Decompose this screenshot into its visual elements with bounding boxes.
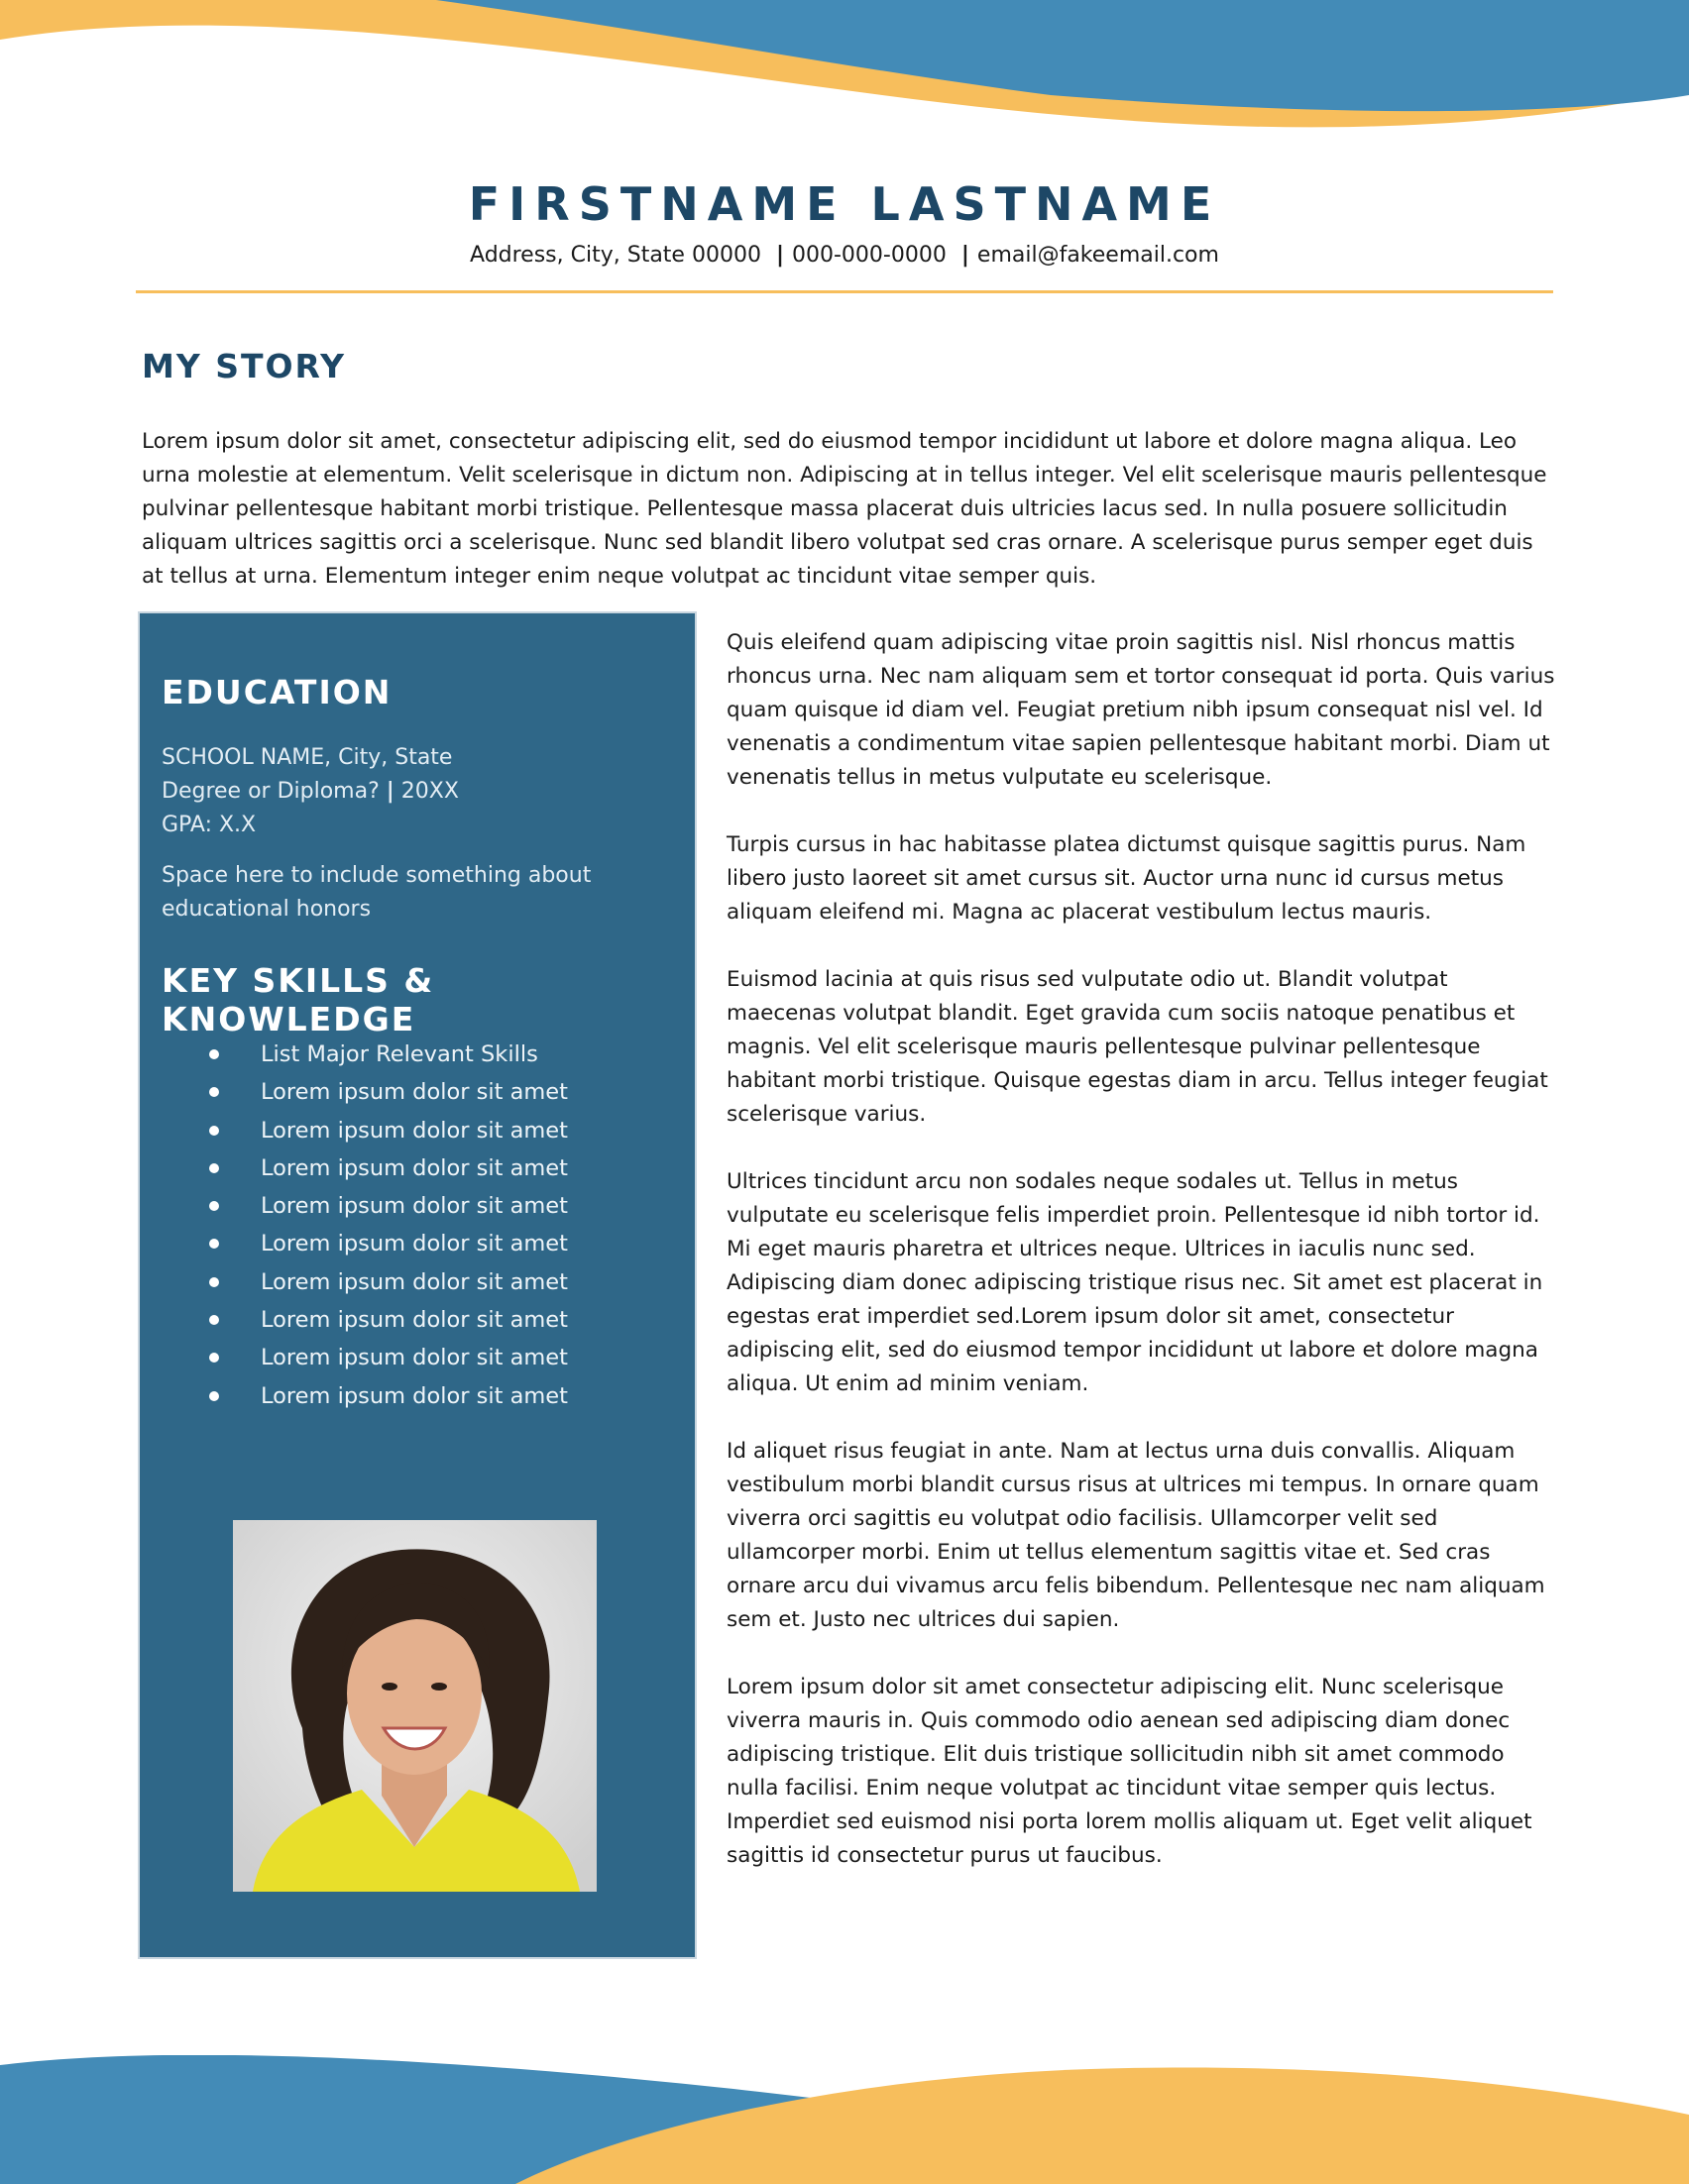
resume-header: [0, 176, 1689, 270]
profile-photo: [233, 1520, 597, 1892]
skill-item: Lorem ipsum dolor sit amet: [162, 1301, 568, 1339]
bullet-icon: [209, 1315, 219, 1325]
bullet-icon: [209, 1087, 219, 1097]
body-paragraph: Turpis cursus in hac habitasse platea dictumst quisque sagittis purus. Nam libero justo laoreet sit amet cursus sit. Auctor urna nunc id cursus metus aliquam eleifend mi. Magna ac placerat vestibulum lectus mauris.: [727, 832, 1526, 925]
bullet-icon: [209, 1163, 219, 1173]
phone-text: 000-000-0000: [792, 243, 947, 268]
education-heading: EDUCATION: [162, 673, 393, 711]
body-paragraph: Quis eleifend quam adipiscing vitae proin sagittis nisl. Nisl rhoncus mattis rhoncus urna. Nec nam aliquam sem et tortor consequat id porta. Quis varius quam quisque id diam vel. Feugiat pretium nibh ipsum consequat nisl vel. Id venenatis a condimentum vitae sapien pellentesque habitant morbi. Diam ut venenatis tellus in metus vulputate eu scelerisque.: [727, 630, 1555, 790]
candidate-name: FIRSTNAME LASTNAME: [468, 177, 1221, 231]
skill-item: Lorem ipsum dolor sit amet: [162, 1377, 568, 1415]
body-paragraph: Ultrices tincidunt arcu non sodales neque sodales ut. Tellus in metus vulputate eu scelerisque felis imperdiet proin. Pellentesque id nibh tortor id. Mi eget mauris pharetra et ultrices neque. Ultrices in iaculis nunc sed. Adipiscing diam donec adipiscing tristique risus nec. Sit amet est placerat in egestas erat imperdiet sed.Lorem ipsum dolor sit amet, consectetur adipiscing elit, sed do eiusmod tempor incididunt ut labore et dolore magna aliqua. Ut enim ad minim veniam.: [727, 1169, 1543, 1396]
gpa-text: GPA: X.X: [162, 813, 257, 837]
bullet-icon: [209, 1353, 219, 1363]
bullet-icon: [209, 1239, 219, 1249]
separator: |: [386, 779, 394, 804]
bullet-icon: [209, 1201, 219, 1211]
body-paragraph: Id aliquet risus feugiat in ante. Nam at lectus urna duis convallis. Aliquam vestibulum morbi blandit cursus risus at ultrices mi tempus. In ornare quam viverra orci sagittis eu volutpat odio facilisis. Ullamcorper velit sed ullamcorper morbi. Enim ut tellus elementum sagittis vitae et. Sed cras ornare arcu dui vivamus arcu felis bibendum. Pellentesque nec nam aliquam sem et. Justo nec ultrices dui sapien.: [727, 1439, 1545, 1632]
contact-line: [0, 242, 1689, 270]
bullet-icon: [209, 1049, 219, 1059]
degree-text: Degree or Diploma?: [162, 779, 380, 804]
skills-list: [162, 1036, 568, 1415]
skills-heading: KEY SKILLS & KNOWLEDGE: [162, 961, 435, 1038]
degree-year: 20XX: [400, 779, 459, 804]
bullet-icon: [209, 1277, 219, 1287]
bullet-icon: [209, 1126, 219, 1136]
school-name: SCHOOL NAME, City, State: [162, 745, 453, 770]
skill-item: List Major Relevant Skills: [162, 1036, 568, 1073]
body-paragraph: Lorem ipsum dolor sit amet consectetur adipiscing elit. Nunc scelerisque viverra mauris in. Quis commodo odio aenean sed adipiscing diam donec adipiscing tristique. Elit duis tristique sollicitudin nibh sit amet commodo nulla facilisi. Enim neque volutpat ac tincidunt vitae semper quis lectus. Imperdiet sed euismod nisi porta lorem mollis aliquam ut. Eget velit aliquet sagittis id consectetur purus ut faucibus.: [727, 1675, 1532, 1868]
skill-item: Lorem ipsum dolor sit amet: [162, 1339, 568, 1376]
body-paragraph: Euismod lacinia at quis risus sed vulputate odio ut. Blandit volutpat maecenas volutpat blandit. Eget gravida cum sociis natoque penatibus et magnis. Vel elit scelerisque mauris pellentesque pulvinar pellentesque habitant morbi tristique. Quisque egestas diam in arcu. Tellus integer feugiat scelerisque varius.: [727, 967, 1548, 1127]
skill-item: Lorem ipsum dolor sit amet: [162, 1073, 568, 1111]
separator: |: [960, 243, 969, 268]
story-details-column: [727, 626, 1559, 1907]
skill-item: Lorem ipsum dolor sit amet: [162, 1263, 568, 1301]
top-wave-decoration: [0, 0, 1689, 139]
degree-line: [162, 775, 459, 809]
sidebar-panel: [138, 611, 697, 1959]
story-heading: MY STORY: [142, 347, 347, 385]
header-divider: [136, 290, 1553, 293]
separator: |: [775, 243, 784, 268]
email-text: email@fakeemail.com: [976, 243, 1219, 268]
portrait-illustration: [233, 1520, 597, 1892]
skill-item: Lorem ipsum dolor sit amet: [162, 1149, 568, 1187]
honors-text: Space here to include something about educational honors: [162, 863, 592, 922]
story-paragraph: Lorem ipsum dolor sit amet, consectetur adipiscing elit, sed do eiusmod tempor incididunt ut labore et dolore magna aliqua. Leo urna molestie at elementum. Velit scelerisque in dictum non. Adipiscing at in tellus integer. Vel elit scelerisque mauris pellentesque pulvinar pellentesque habitant morbi tristique. Pellentesque massa placerat duis ultricies lacus sed. In nulla posuere sollicitudin aliquam ultrices sagittis orci a scelerisque. Nunc sed blandit libero volutpat sed cras ornare. A scelerisque purus semper eget duis at tellus at urna. Elementum integer enim neque volutpat ac tincidunt vitae semper quis.: [142, 429, 1547, 589]
skill-item: Lorem ipsum dolor sit amet: [162, 1112, 568, 1149]
address-text: Address, City, State 00000: [470, 243, 761, 268]
bullet-icon: [209, 1391, 219, 1401]
skill-item: Lorem ipsum dolor sit amet: [162, 1225, 568, 1262]
skill-item: Lorem ipsum dolor sit amet: [162, 1187, 568, 1225]
bottom-wave-decoration: [0, 2055, 1689, 2184]
